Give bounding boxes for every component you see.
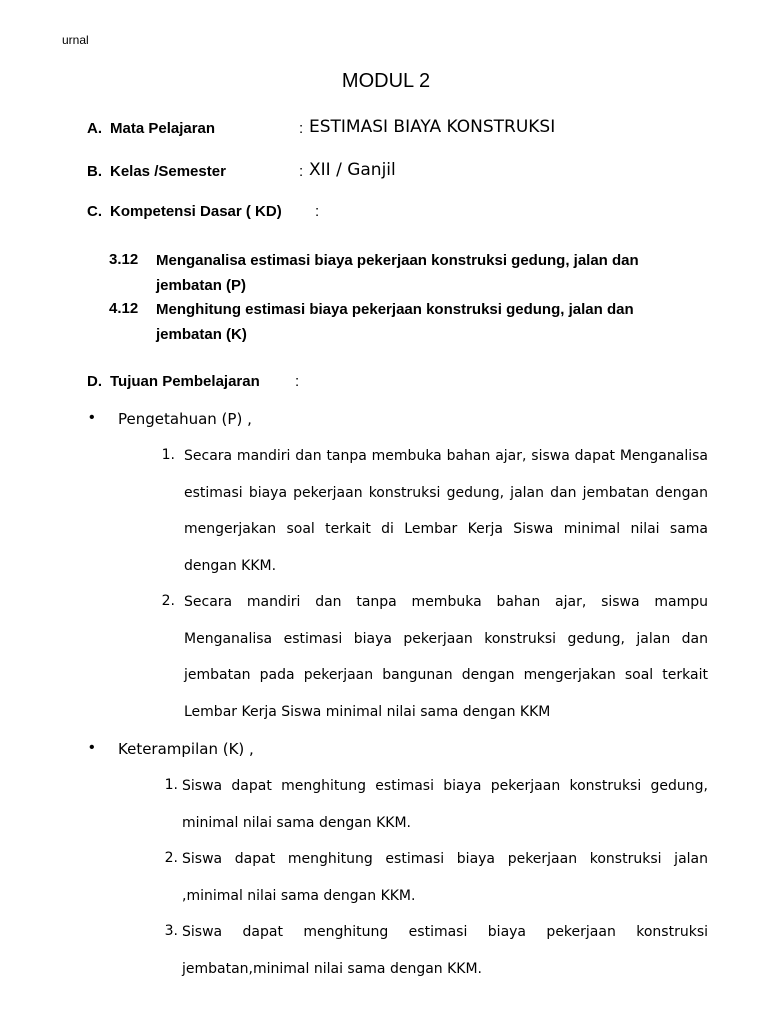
kd-number: 4.12 xyxy=(109,300,139,317)
field-a-label: Mata Pelajaran xyxy=(110,120,216,137)
bullet-icon: • xyxy=(89,739,95,756)
list-item: Secara mandiri dan tanpa membuka bahan ajar, siswa dapat Menganalisa estimasi biaya pekerjaan konstruksi gedung, jalan dan jembatan dengan mengerjakan soal terkait di Lembar Kerja Siswa minimal nilai sama dengan KKM. xyxy=(184,448,708,575)
list-item: Siswa dapat menghitung estimasi biaya pekerjaan konstruksi jembatan,minimal nilai sama dengan KKM. xyxy=(182,924,708,977)
list-item-number: 3. xyxy=(164,923,178,939)
list-item-number: 1. xyxy=(161,447,175,463)
kd-number: 3.12 xyxy=(109,251,139,268)
list-item-number: 1. xyxy=(164,777,178,793)
field-d-letter: D. xyxy=(87,373,102,390)
list-item-number: 2. xyxy=(161,593,175,609)
list-item: Secara mandiri dan tanpa membuka bahan ajar, siswa mampu Menganalisa estimasi biaya pekerjaan konstruksi gedung, jalan dan jembatan pada pekerjaan bangunan dengan mengerjakan soal terkait Lembar Kerja Siswa minimal nilai sama dengan KKM xyxy=(184,594,708,721)
field-c-letter: C. xyxy=(87,203,102,220)
field-b-colon: : xyxy=(299,163,304,180)
kd-text: Menganalisa estimasi biaya pekerjaan konstruksi gedung, jalan dan jembatan (P) xyxy=(156,252,639,294)
field-b-label: Kelas /Semester xyxy=(110,163,226,180)
field-a-value: ESTIMASI BIAYA KONSTRUKSI xyxy=(309,117,556,137)
bullet-icon: • xyxy=(89,409,95,426)
page-title: MODUL 2 xyxy=(341,70,431,92)
field-c-colon: : xyxy=(315,203,320,220)
keterampilan-label: Keterampilan (K) , xyxy=(118,740,254,758)
header-note: urnal xyxy=(62,33,89,47)
list-item-number: 2. xyxy=(164,850,178,866)
field-a-letter: A. xyxy=(87,120,102,137)
list-item: Siswa dapat menghitung estimasi biaya pekerjaan konstruksi gedung, minimal nilai sama dengan KKM. xyxy=(182,778,708,831)
field-d-colon: : xyxy=(295,373,300,390)
field-a-colon: : xyxy=(299,120,304,137)
pengetahuan-label: Pengetahuan (P) , xyxy=(118,410,252,428)
field-c-label: Kompetensi Dasar ( KD) xyxy=(110,203,282,220)
kd-text: Menghitung estimasi biaya pekerjaan konstruksi gedung, jalan dan jembatan (K) xyxy=(156,301,634,343)
list-item: Siswa dapat menghitung estimasi biaya pekerjaan konstruksi jalan ,minimal nilai sama dengan KKM. xyxy=(182,851,708,904)
field-b-value: XII / Ganjil xyxy=(309,160,396,180)
field-b-letter: B. xyxy=(87,163,102,180)
field-d-label: Tujuan Pembelajaran xyxy=(110,373,260,390)
